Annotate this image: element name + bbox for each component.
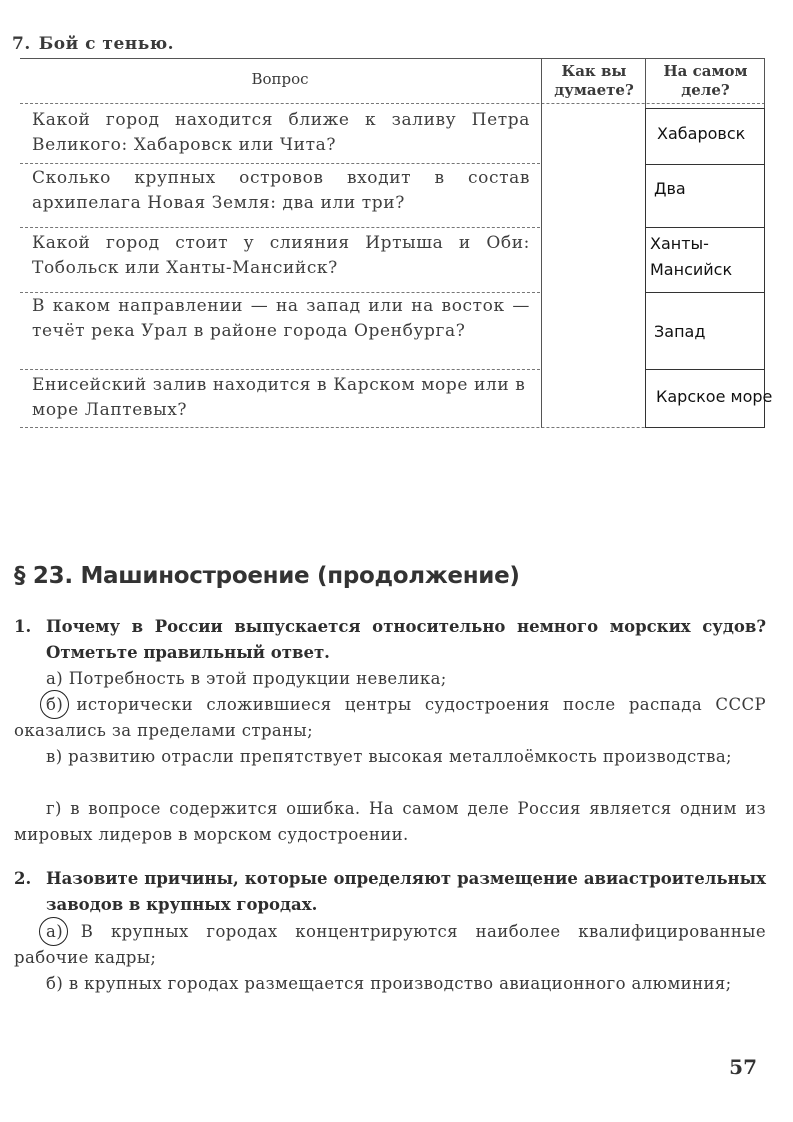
table-row-answer: Запад [654,322,706,341]
table-row-answer: Два [654,179,686,198]
selected-answer-circle [40,690,69,719]
row-separator [20,369,540,371]
column-divider-2 [645,58,646,108]
task-option: в) развитию отрасли препятствует высокая металлоёмкость производства; [46,747,733,766]
table-row-question: Енисейский залив находится в Карском море или в море Лаптевых? [32,375,526,420]
task-option: г) в вопросе содержится ошибка. На самом деле Россия является одним из мировых лидеров в морском судостроении. [14,799,766,844]
column-divider-1 [541,58,542,428]
table-top-border [20,58,765,59]
table-row-question: Какой город стоит у слияния Иртыша и Оби: Тобольск или Ханты-Мансийск? [32,233,530,278]
table-row-answer: Карское море [656,387,773,406]
row-separator [20,163,540,165]
task-option: б) в крупных городах размещается производство авиационного алюминия; [46,974,732,993]
task-number: 2. [14,869,32,888]
exercise-7-title [12,34,174,54]
header-question: Вопрос [251,70,309,88]
table-row-question: Какой город находится ближе к заливу Петра Великого: Хабаровск или Чита? [32,110,530,155]
task-question: Почему в России выпускается относительно немного морских судов? Отметьте правильный ответ. [46,617,766,662]
table-row-question: Сколько крупных островов входит в состав архипелага Новая Земля: два или три? [32,168,530,213]
row-separator [20,227,540,229]
header-you-think: Как вы думаете? [554,62,634,99]
task-option-selected: а) В крупных городах концентрируются наиболее квалифицированные рабочие кадры; [14,922,766,967]
task-number: 1. [14,617,32,636]
table-row-question: В каком направлении — на запад или на восток — течёт река Урал в районе города Оренбурга? [32,296,530,341]
section-title: § 23. Машиностроение (продолжение) [14,563,520,589]
exercise-number: 7. [12,34,31,54]
task-1 [14,614,766,666]
table-row-answer: Ханты- Мансийск [650,234,733,279]
column-divider-3 [764,58,765,108]
table-row-answer: Хабаровск [657,124,746,143]
header-bottom-border [20,103,765,105]
task-2 [14,866,766,918]
page-number: 57 [729,1055,757,1079]
selected-answer-circle [39,917,68,946]
exercise-title: Бой с тенью. [38,34,175,54]
task-option-selected: б) исторически сложившиеся центры судостроения после распада СССР оказались за пределами страны; [14,695,766,740]
task-question: Назовите причины, которые определяют размещение авиастроительных заводов в крупных городах. [46,869,766,914]
task-option: а) Потребность в этой продукции невелика; [46,669,447,688]
header-actually: На самом деле? [663,62,748,99]
